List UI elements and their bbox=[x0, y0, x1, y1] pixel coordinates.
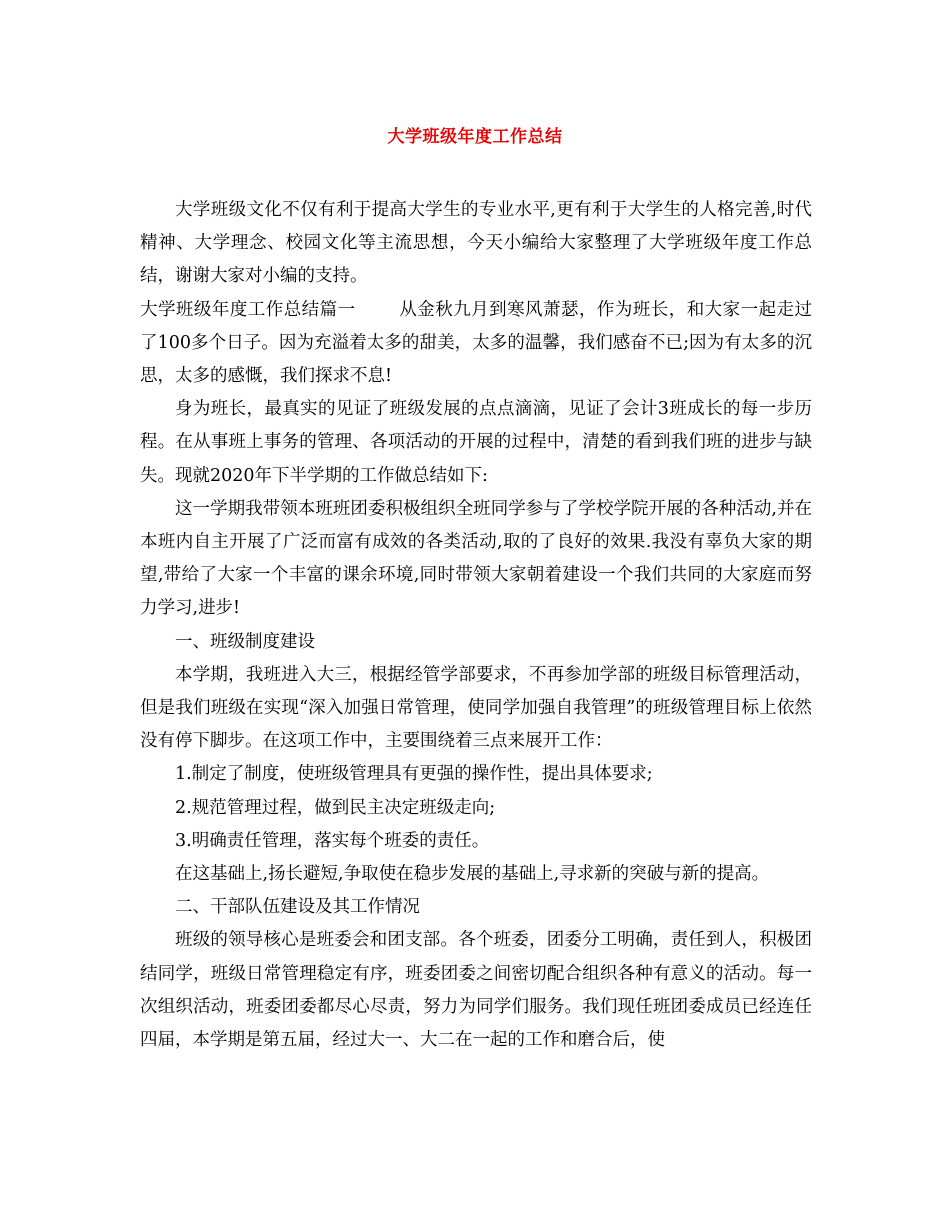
heading-cadre-team: 二、干部队伍建设及其工作情况 bbox=[175, 897, 420, 918]
list-item-2: 2.规范管理过程，做到民主决定班级走向; bbox=[175, 797, 496, 818]
section-one-text: 从金秋九月到寒风萧瑟，作为班长，和大家一起走过了100多个日子。因为充溢着太多的甜美，太多的温馨，我们感奋不已;因为有太多的沉思，太多的感慨，我们探求不息! bbox=[140, 299, 813, 387]
document-body bbox=[140, 194, 812, 1057]
list-item-3: 3.明确责任管理，落实每个班委的责任。 bbox=[175, 830, 490, 851]
list-item-1: 1.制定了制度，使班级管理具有更强的操作性，提出具体要求; bbox=[175, 764, 653, 785]
heading-class-system: 一、班级制度建设 bbox=[175, 631, 315, 652]
intro-paragraph: 大学班级文化不仅有利于提高大学生的专业水平,更有利于大学生的人格完善,时代精神、大学理念、校园文化等主流思想，今天小编给大家整理了大学班级年度工作总结，谢谢大家对小编的支持。 bbox=[140, 200, 812, 287]
paragraph-semester: 本学期，我班进入大三，根据经管学部要求，不再参加学部的班级目标管理活动，但是我们班级在实现“深入加强日常管理，使同学加强自我管理”的班级管理目标上依然没有停下脚步。在这项工作中，主要围绕着三点来展开工作： bbox=[140, 664, 812, 752]
paragraph-leadership: 班级的领导核心是班委会和团支部。各个班委，团委分工明确，责任到人，积极团结同学，班级日常管理稳定有序，班委团委之间密切配合组织各种有意义的活动。每一次组织活动，班委团委都尽心尽责，努力为同学们服务。我们现任班团委成员已经连任四届，本学期是第五届，经过大一、大二在一起的工作和磨合后，使 bbox=[140, 930, 812, 1051]
section-one-paragraph bbox=[140, 294, 812, 394]
paragraph-activities: 这一学期我带领本班班团委积极组织全班同学参与了学校学院开展的各种活动,并在本班内自主开展了广泛而富有成效的各类活动,取的了良好的效果.我没有辜负大家的期望,带给了大家一个丰富的课余环境,同时带领大家朝着建设一个我们共同的大家庭而努力学习,进步! bbox=[140, 498, 812, 619]
section-one-heading: 大学班级年度工作总结篇一 bbox=[140, 299, 356, 320]
paragraph-foundation: 在这基础上,扬长避短,争取使在稳步发展的基础上,寻求新的突破与新的提高。 bbox=[175, 864, 770, 885]
document-title: 大学班级年度工作总结 bbox=[387, 127, 563, 147]
paragraph-witness: 身为班长，最真实的见证了班级发展的点点滴滴，见证了会计3班成长的每一步历程。在从事班上事务的管理、各项活动的开展的过程中，清楚的看到我们班的进步与缺失。现就2020年下半学期的工作做总结如下: bbox=[140, 399, 812, 486]
